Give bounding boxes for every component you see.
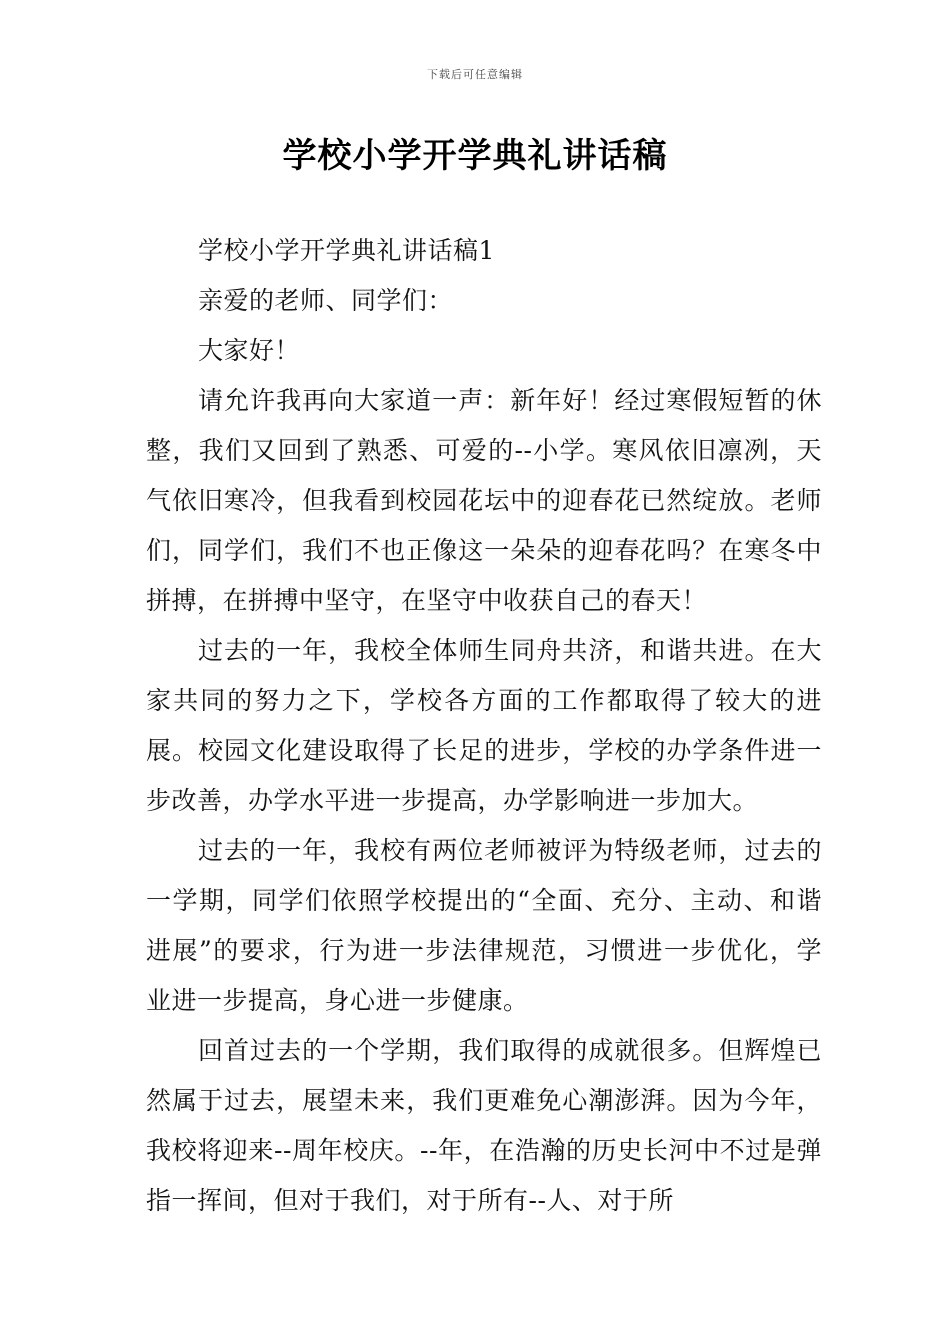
document-title: 学校小学开学典礼讲话稿 — [282, 136, 668, 176]
document-body — [146, 226, 822, 1226]
body-paragraph: 请允许我再向大家道一声：新年好！经过寒假短暂的休整，我们又回到了熟悉、可爱的--小学。寒风依旧凛冽，天气依旧寒冷，但我看到校园花坛中的迎春花已然绽放。老师们，同学们，我们不也正像这一朵朵的迎春花吗？在寒冬中拼搏，在拼搏中坚守，在坚守中收获自己的春天！ — [146, 386, 822, 615]
body-paragraph: 过去的一年，我校全体师生同舟共济，和谐共进。在大家共同的努力之下，学校各方面的工作都取得了较大的进展。校园文化建设取得了长足的进步，学校的办学条件进一步改善，办学水平进一步提高，办学影响进一步加大。 — [146, 636, 822, 815]
subtitle-paragraph: 学校小学开学典礼讲话稿1 — [198, 236, 495, 265]
body-paragraph: 过去的一年，我校有两位老师被评为特级老师，过去的一学期，同学们依照学校提出的“全面、充分、主动、和谐进展”的要求，行为进一步法律规范，习惯进一步优化，学业进一步提高，身心进一步健康。 — [146, 836, 822, 1015]
header-note: 下载后可任意编辑 — [427, 68, 523, 81]
greeting-paragraph: 大家好！ — [198, 336, 301, 365]
salutation-paragraph: 亲爱的老师、同学们： — [198, 286, 454, 315]
body-paragraph: 回首过去的一个学期，我们取得的成就很多。但辉煌已然属于过去，展望未来，我们更难免心潮澎湃。因为今年，我校将迎来--周年校庆。--年，在浩瀚的历史长河中不过是弹指一挥间，但对于我们，对于所有--人、对于所 — [146, 1036, 822, 1215]
